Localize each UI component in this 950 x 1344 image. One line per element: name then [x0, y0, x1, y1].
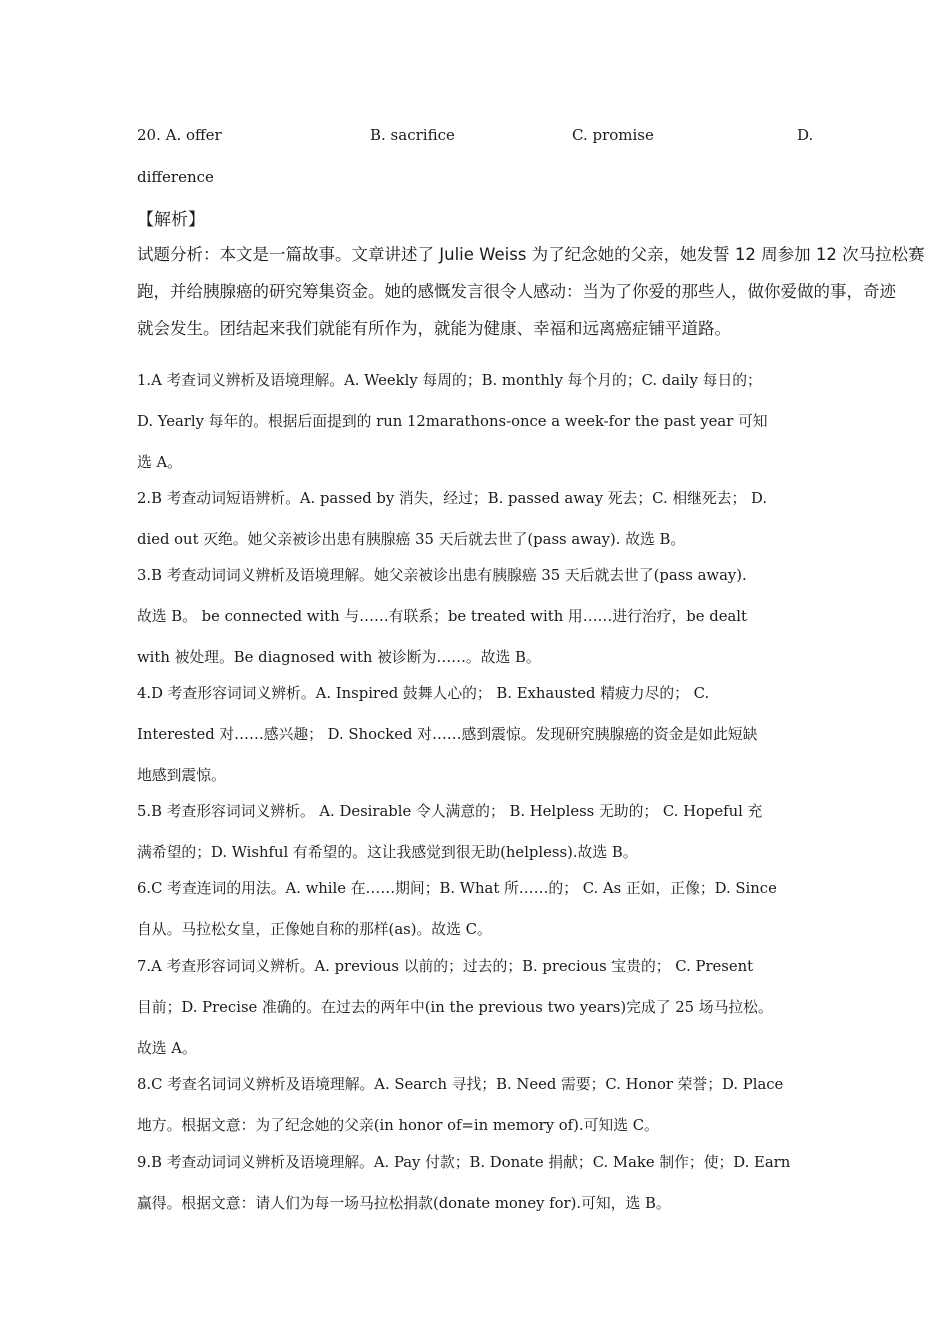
explanation-line: 4.D 考查形容词词义辨析。A. Inspired 鼓舞人心的； B. Exhausted 精疲力尽的； C. [137, 685, 710, 702]
answer-explanation-4 [137, 673, 827, 796]
question-20-option-b: B. sacrifice [370, 126, 455, 144]
analysis-summary [137, 236, 925, 347]
explanation-line: 9.B 考查动词词义辨析及语境理解。A. Pay 付款；B. Donate 捐献；C. Make 制作；使；D. Earn [137, 1154, 791, 1171]
question-20-option-d: D. [797, 126, 814, 144]
explanation-line: died out 灭绝。她父亲被诊出患有胰腺癌 35 天后就去世了(pass away). 故选 B。 [137, 531, 686, 548]
question-20-option-d-text: difference [137, 168, 214, 186]
explanation-line: 5.B 考查形容词词义辨析。 A. Desirable 令人满意的； B. Helpless 无助的； C. Hopeful 充 [137, 803, 763, 820]
explanation-line: with 被处理。Be diagnosed with 被诊断为……。故选 B。 [137, 649, 541, 666]
answer-explanation-6 [137, 868, 827, 950]
explanation-line: 2.B 考查动词短语辨析。A. passed by 消失，经过；B. passed away 死去；C. 相继死去； D. [137, 490, 768, 507]
explanation-line: D. Yearly 每年的。根据后面提到的 run 12marathons-once a week-for the past year 可知 [137, 413, 768, 430]
analysis-line: 试题分析：本文是一篇故事。文章讲述了 Julie Weiss 为了纪念她的父亲，她发誓 12 周参加 12 次马拉松赛 [137, 245, 925, 264]
analysis-line: 就会发生。团结起来我们就能有所作为，就能为健康、幸福和远离癌症铺平道路。 [137, 319, 731, 338]
answer-explanation-5 [137, 791, 827, 873]
explanation-line: 目前；D. Precise 准确的。在过去的两年中(in the previous two years)完成了 25 场马拉松。 [137, 999, 773, 1016]
answer-explanation-8 [137, 1064, 827, 1146]
explanation-line: 选 A。 [137, 454, 182, 471]
question-20-option-c: C. promise [572, 126, 654, 144]
answer-explanation-9 [137, 1142, 827, 1224]
explanation-line: 地感到震惊。 [137, 767, 226, 784]
question-20-options [0, 126, 950, 150]
explanation-line: 1.A 考查词义辨析及语境理解。A. Weekly 每周的；B. monthly 每个月的；C. daily 每日的； [137, 372, 762, 389]
explanation-line: Interested 对……感兴趣； D. Shocked 对……感到震惊。发现研究胰腺癌的资金是如此短缺 [137, 726, 758, 743]
explanation-line: 3.B 考查动词词义辨析及语境理解。她父亲被诊出患有胰腺癌 35 天后就去世了(pass away). [137, 567, 747, 584]
explanation-line: 满希望的；D. Wishful 有希望的。这让我感觉到很无助(helpless).故选 B。 [137, 844, 638, 861]
analysis-heading: 【解析】 [137, 210, 205, 230]
explanation-line: 7.A 考查形容词词义辨析。A. previous 以前的；过去的；B. precious 宝贵的； C. Present [137, 958, 754, 975]
analysis-line: 跑，并给胰腺癌的研究筹集资金。她的感慨发言很令人感动：当为了你爱的那些人，做你爱做的事，奇迹 [137, 282, 896, 301]
explanation-line: 地方。根据文意：为了纪念她的父亲(in honor of=in memory of).可知选 C。 [137, 1117, 659, 1134]
explanation-line: 8.C 考查名词词义辨析及语境理解。A. Search 寻找；B. Need 需要；C. Honor 荣誉；D. Place [137, 1076, 784, 1093]
answer-explanation-2 [137, 478, 827, 560]
explanation-line: 6.C 考查连词的用法。A. while 在……期间；B. What 所……的； C. As 正如，正像；D. Since [137, 880, 777, 897]
answer-explanation-1 [137, 360, 827, 483]
explanation-line: 故选 B。 be connected with 与……有联系；be treated with 用……进行治疗，be dealt [137, 608, 747, 625]
answer-explanation-3 [137, 555, 827, 678]
explanation-line: 故选 A。 [137, 1040, 197, 1057]
explanation-line: 赢得。根据文意：请人们为每一场马拉松捐款(donate money for).可知，选 B。 [137, 1195, 671, 1212]
answer-explanation-7 [137, 946, 827, 1069]
question-20-option-a: 20. A. offer [137, 126, 222, 144]
explanation-line: 自从。马拉松女皇，正像她自称的那样(as)。故选 C。 [137, 921, 492, 938]
